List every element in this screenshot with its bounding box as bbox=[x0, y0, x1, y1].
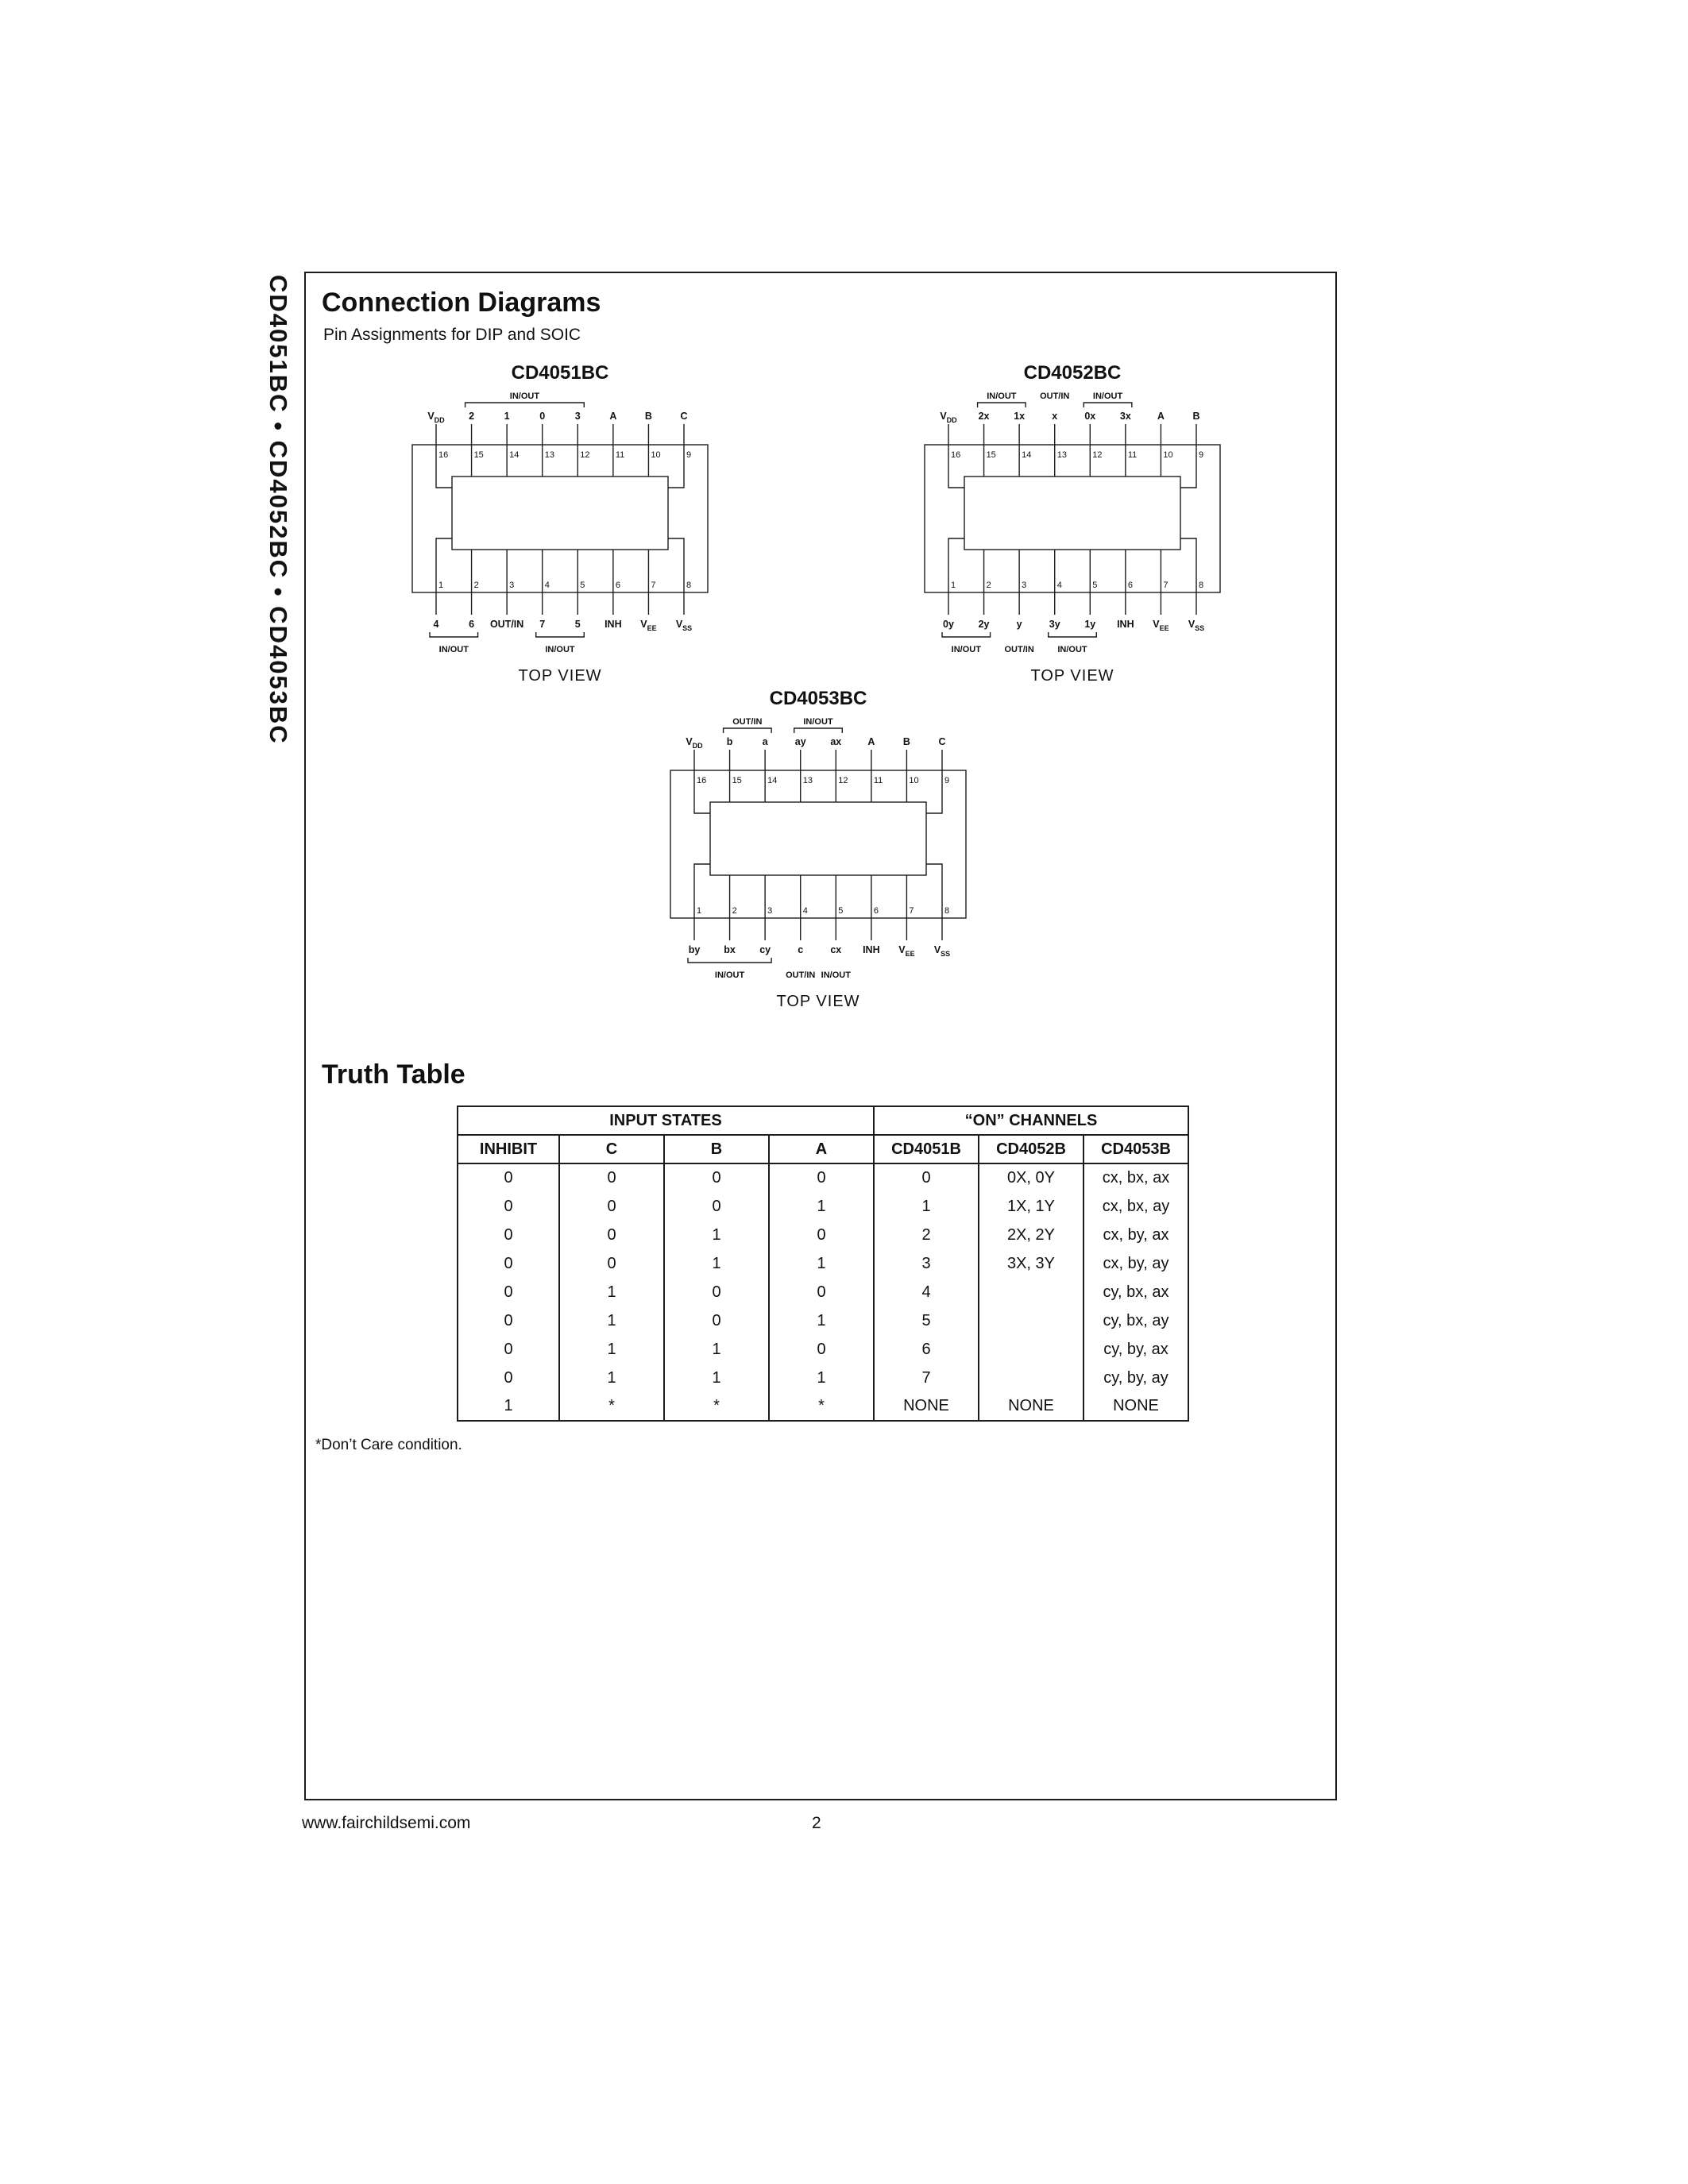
truth-table-cell: 7 bbox=[874, 1364, 979, 1392]
svg-text:8: 8 bbox=[686, 581, 692, 590]
svg-text:ay: ay bbox=[794, 736, 806, 747]
svg-text:0y: 0y bbox=[943, 619, 954, 630]
truth-table-cell: 6 bbox=[874, 1335, 979, 1364]
svg-text:5: 5 bbox=[574, 619, 581, 630]
truth-table-cell: 3 bbox=[874, 1249, 979, 1278]
svg-text:2: 2 bbox=[473, 581, 479, 590]
truth-table-row bbox=[458, 1163, 1188, 1192]
truth-table-cell: 1 bbox=[664, 1364, 769, 1392]
truth-table-cell: 0 bbox=[458, 1335, 559, 1364]
svg-text:OUT/IN: OUT/IN bbox=[489, 619, 524, 630]
svg-text:VEE: $V_{EE}$ bbox=[640, 619, 657, 632]
svg-text:VSS: $V_{SS}$ bbox=[1188, 619, 1205, 632]
svg-text:bx: bx bbox=[724, 944, 736, 955]
svg-text:IN/OUT: IN/OUT bbox=[987, 392, 1017, 401]
truth-table-cell: 0 bbox=[664, 1192, 769, 1221]
truth-table-cell: 1 bbox=[769, 1249, 874, 1278]
top-view-caption-cd4051bc: TOP VIEW bbox=[518, 667, 602, 685]
connection-diagram-cd4053bc bbox=[659, 688, 977, 1011]
svg-text:A: A bbox=[1157, 411, 1165, 422]
truth-table-cell: 1 bbox=[664, 1221, 769, 1249]
svg-text:5: 5 bbox=[580, 581, 585, 590]
column-header: CD4051B bbox=[874, 1135, 979, 1163]
svg-text:15: 15 bbox=[732, 776, 742, 785]
pinout-drawing-cd4051bc bbox=[401, 389, 719, 662]
truth-table-cell: 3X, 3Y bbox=[979, 1249, 1083, 1278]
column-header: A bbox=[769, 1135, 874, 1163]
truth-table-cell bbox=[979, 1278, 1083, 1306]
truth-table-cell: NONE bbox=[979, 1392, 1083, 1421]
column-header: INHIBIT bbox=[458, 1135, 559, 1163]
svg-text:10: 10 bbox=[651, 450, 661, 460]
svg-text:VDD: $V_{DD}$ bbox=[686, 736, 703, 750]
svg-text:VDD: $V_{DD}$ bbox=[427, 411, 445, 424]
svg-text:16: 16 bbox=[697, 776, 707, 785]
svg-text:C: C bbox=[938, 736, 946, 747]
truth-table-head bbox=[458, 1106, 1188, 1163]
svg-text:12: 12 bbox=[1092, 450, 1103, 460]
svg-text:13: 13 bbox=[802, 776, 813, 785]
section-title-truth-table: Truth Table bbox=[322, 1059, 465, 1090]
truth-table-cell: 1 bbox=[559, 1278, 664, 1306]
svg-text:IN/OUT: IN/OUT bbox=[714, 970, 745, 980]
svg-text:IN/OUT: IN/OUT bbox=[821, 970, 851, 980]
truth-table-cell bbox=[979, 1364, 1083, 1392]
section-title-connection-diagrams: Connection Diagrams bbox=[322, 287, 601, 318]
svg-text:15: 15 bbox=[473, 450, 484, 460]
svg-text:13: 13 bbox=[1056, 450, 1067, 460]
svg-text:IN/OUT: IN/OUT bbox=[803, 717, 833, 727]
truth-table-cell: cy, by, ay bbox=[1083, 1364, 1188, 1392]
truth-table-cell: 1X, 1Y bbox=[979, 1192, 1083, 1221]
truth-table-cell: 0 bbox=[769, 1221, 874, 1249]
pin-assignments-subtitle: Pin Assignments for DIP and SOIC bbox=[323, 326, 581, 344]
pinout-drawing-cd4053bc bbox=[659, 715, 977, 988]
truth-table-cell: 0 bbox=[458, 1364, 559, 1392]
truth-table-cell: 1 bbox=[664, 1249, 769, 1278]
truth-table-cell: 0 bbox=[559, 1221, 664, 1249]
truth-table-cell: 5 bbox=[874, 1306, 979, 1335]
truth-table-cell: 1 bbox=[458, 1392, 559, 1421]
svg-text:10: 10 bbox=[1163, 450, 1173, 460]
svg-text:7: 7 bbox=[651, 581, 656, 590]
diagram-title-cd4052bc: CD4052BC bbox=[1023, 362, 1122, 384]
svg-text:x: x bbox=[1052, 411, 1058, 422]
svg-text:VEE: $V_{EE}$ bbox=[898, 944, 915, 958]
svg-text:3x: 3x bbox=[1119, 411, 1131, 422]
truth-table-cell: 0 bbox=[458, 1163, 559, 1192]
truth-table-cell: 1 bbox=[559, 1335, 664, 1364]
truth-table-cell: cx, bx, ay bbox=[1083, 1192, 1188, 1221]
truth-table-cell: 0 bbox=[769, 1278, 874, 1306]
truth-table-cell: cy, by, ax bbox=[1083, 1335, 1188, 1364]
diagram-title-cd4053bc: CD4053BC bbox=[769, 688, 867, 709]
truth-table-cell: 0 bbox=[458, 1192, 559, 1221]
truth-table-cell: 1 bbox=[559, 1306, 664, 1335]
svg-text:6: 6 bbox=[1127, 581, 1133, 590]
svg-text:IN/OUT: IN/OUT bbox=[951, 645, 981, 654]
svg-text:2: 2 bbox=[986, 581, 991, 590]
footer-page-number: 2 bbox=[812, 1814, 821, 1832]
svg-text:3y: 3y bbox=[1049, 619, 1060, 630]
svg-text:VDD: $V_{DD}$ bbox=[940, 411, 957, 424]
svg-text:ax: ax bbox=[830, 736, 842, 747]
svg-text:B: B bbox=[1192, 411, 1200, 422]
truth-table-cell: cy, bx, ay bbox=[1083, 1306, 1188, 1335]
svg-text:IN/OUT: IN/OUT bbox=[438, 645, 469, 654]
svg-text:A: A bbox=[867, 736, 875, 747]
truth-table-cell: 0 bbox=[458, 1249, 559, 1278]
dont-care-footnote: *Don’t Care condition. bbox=[315, 1437, 462, 1453]
svg-text:0: 0 bbox=[539, 411, 546, 422]
svg-text:1: 1 bbox=[438, 581, 444, 590]
svg-text:cx: cx bbox=[830, 944, 842, 955]
svg-text:2y: 2y bbox=[978, 619, 990, 630]
truth-table-cell: 0 bbox=[559, 1249, 664, 1278]
svg-text:1: 1 bbox=[504, 411, 510, 422]
column-header: B bbox=[664, 1135, 769, 1163]
svg-text:OUT/IN: OUT/IN bbox=[732, 717, 763, 727]
connection-diagram-cd4052bc bbox=[914, 362, 1231, 685]
svg-text:A: A bbox=[609, 411, 617, 422]
svg-text:VSS: $V_{SS}$ bbox=[933, 944, 951, 958]
svg-text:INH: INH bbox=[863, 944, 880, 955]
truth-table-cell: 0 bbox=[458, 1221, 559, 1249]
truth-table-row bbox=[458, 1249, 1188, 1278]
svg-text:5: 5 bbox=[838, 906, 844, 916]
svg-text:B: B bbox=[644, 411, 652, 422]
svg-text:OUT/IN: OUT/IN bbox=[1004, 645, 1034, 654]
svg-text:14: 14 bbox=[1022, 450, 1032, 460]
footer-url: www.fairchildsemi.com bbox=[302, 1814, 471, 1832]
column-group-header: INPUT STATES bbox=[458, 1106, 874, 1135]
truth-table-cell: 2X, 2Y bbox=[979, 1221, 1083, 1249]
svg-text:2x: 2x bbox=[978, 411, 990, 422]
svg-text:IN/OUT: IN/OUT bbox=[1092, 392, 1123, 401]
truth-table bbox=[457, 1106, 1189, 1422]
column-header: C bbox=[559, 1135, 664, 1163]
truth-table-body bbox=[458, 1163, 1188, 1421]
truth-table-row bbox=[458, 1364, 1188, 1392]
svg-text:VSS: $V_{SS}$ bbox=[675, 619, 693, 632]
svg-text:2: 2 bbox=[469, 411, 475, 422]
truth-table-cell: 2 bbox=[874, 1221, 979, 1249]
svg-text:6: 6 bbox=[615, 581, 620, 590]
svg-text:c: c bbox=[798, 944, 804, 955]
truth-table-cell: cx, by, ay bbox=[1083, 1249, 1188, 1278]
svg-text:14: 14 bbox=[767, 776, 778, 785]
svg-text:1x: 1x bbox=[1014, 411, 1026, 422]
column-group-header: “ON” CHANNELS bbox=[874, 1106, 1188, 1135]
top-view-caption-cd4053bc: TOP VIEW bbox=[776, 993, 860, 1010]
svg-text:16: 16 bbox=[951, 450, 961, 460]
svg-text:1: 1 bbox=[951, 581, 956, 590]
svg-text:IN/OUT: IN/OUT bbox=[545, 645, 575, 654]
svg-text:0x: 0x bbox=[1084, 411, 1096, 422]
truth-table-cell: 0 bbox=[664, 1306, 769, 1335]
truth-table-cell: 1 bbox=[769, 1192, 874, 1221]
pinout-drawing-cd4052bc bbox=[914, 389, 1231, 662]
truth-table-cell: NONE bbox=[874, 1392, 979, 1421]
svg-text:cy: cy bbox=[759, 944, 771, 955]
svg-text:4: 4 bbox=[1056, 581, 1062, 590]
svg-text:9: 9 bbox=[1199, 450, 1204, 460]
svg-text:C: C bbox=[680, 411, 688, 422]
svg-text:4: 4 bbox=[433, 619, 439, 630]
truth-table-cell: cx, bx, ax bbox=[1083, 1163, 1188, 1192]
truth-table-cell: 1 bbox=[559, 1364, 664, 1392]
truth-table-row bbox=[458, 1392, 1188, 1421]
side-part-numbers: CD4051BC • CD4052BC • CD4053BC bbox=[265, 275, 292, 745]
truth-table-cell: cy, bx, ax bbox=[1083, 1278, 1188, 1306]
svg-text:4: 4 bbox=[802, 906, 808, 916]
svg-text:y: y bbox=[1016, 619, 1022, 630]
svg-text:15: 15 bbox=[986, 450, 996, 460]
svg-text:10: 10 bbox=[909, 776, 919, 785]
truth-table-cell: 0 bbox=[664, 1278, 769, 1306]
truth-table-cell bbox=[979, 1335, 1083, 1364]
svg-text:3: 3 bbox=[767, 906, 773, 916]
truth-table-cell: 0 bbox=[874, 1163, 979, 1192]
svg-text:7: 7 bbox=[539, 619, 546, 630]
truth-table-cell: 1 bbox=[874, 1192, 979, 1221]
truth-table-cell: 0 bbox=[769, 1163, 874, 1192]
top-view-caption-cd4052bc: TOP VIEW bbox=[1030, 667, 1114, 685]
truth-table-cell: 0 bbox=[769, 1335, 874, 1364]
svg-text:1y: 1y bbox=[1084, 619, 1096, 630]
truth-table-cell: * bbox=[559, 1392, 664, 1421]
svg-text:4: 4 bbox=[544, 581, 550, 590]
column-header: CD4052B bbox=[979, 1135, 1083, 1163]
svg-text:16: 16 bbox=[438, 450, 449, 460]
svg-text:3: 3 bbox=[1022, 581, 1027, 590]
truth-table-cell: * bbox=[769, 1392, 874, 1421]
truth-table-cell: 4 bbox=[874, 1278, 979, 1306]
truth-table-cell: 1 bbox=[769, 1306, 874, 1335]
truth-table-row bbox=[458, 1335, 1188, 1364]
svg-text:3: 3 bbox=[509, 581, 515, 590]
svg-text:5: 5 bbox=[1092, 581, 1098, 590]
svg-text:8: 8 bbox=[1199, 581, 1204, 590]
svg-text:OUT/IN: OUT/IN bbox=[786, 970, 816, 980]
truth-table-cell: 0 bbox=[664, 1163, 769, 1192]
truth-table-row bbox=[458, 1306, 1188, 1335]
truth-table-cell: NONE bbox=[1083, 1392, 1188, 1421]
svg-text:7: 7 bbox=[1163, 581, 1168, 590]
svg-text:11: 11 bbox=[1127, 450, 1138, 460]
svg-text:a: a bbox=[762, 736, 768, 747]
truth-table-cell: 0 bbox=[458, 1278, 559, 1306]
svg-text:14: 14 bbox=[509, 450, 520, 460]
svg-text:VEE: $V_{EE}$ bbox=[1153, 619, 1169, 632]
truth-table-cell: 0 bbox=[458, 1306, 559, 1335]
svg-text:11: 11 bbox=[615, 450, 625, 460]
truth-table-row bbox=[458, 1221, 1188, 1249]
svg-text:INH: INH bbox=[605, 619, 622, 630]
svg-text:IN/OUT: IN/OUT bbox=[1057, 645, 1087, 654]
svg-text:3: 3 bbox=[574, 411, 581, 422]
truth-table-cell: 1 bbox=[769, 1364, 874, 1392]
svg-text:b: b bbox=[726, 736, 733, 747]
svg-text:IN/OUT: IN/OUT bbox=[509, 392, 540, 401]
truth-table-cell: cx, by, ax bbox=[1083, 1221, 1188, 1249]
truth-table-cell: 1 bbox=[664, 1335, 769, 1364]
svg-text:2: 2 bbox=[732, 906, 737, 916]
svg-text:9: 9 bbox=[686, 450, 692, 460]
truth-table-cell: * bbox=[664, 1392, 769, 1421]
svg-text:by: by bbox=[688, 944, 701, 955]
svg-text:1: 1 bbox=[697, 906, 702, 916]
svg-text:9: 9 bbox=[944, 776, 950, 785]
svg-text:B: B bbox=[902, 736, 910, 747]
svg-text:11: 11 bbox=[873, 776, 883, 785]
svg-text:7: 7 bbox=[909, 906, 914, 916]
truth-table-cell: 0 bbox=[559, 1163, 664, 1192]
svg-text:OUT/IN: OUT/IN bbox=[1040, 392, 1070, 401]
diagram-title-cd4051bc: CD4051BC bbox=[511, 362, 609, 384]
svg-text:13: 13 bbox=[544, 450, 554, 460]
svg-text:INH: INH bbox=[1117, 619, 1134, 630]
svg-text:8: 8 bbox=[944, 906, 950, 916]
content-frame bbox=[304, 272, 1337, 1800]
truth-table-cell bbox=[979, 1306, 1083, 1335]
svg-text:12: 12 bbox=[580, 450, 590, 460]
truth-table-cell: 0X, 0Y bbox=[979, 1163, 1083, 1192]
svg-text:6: 6 bbox=[469, 619, 475, 630]
truth-table-row bbox=[458, 1278, 1188, 1306]
connection-diagram-cd4051bc bbox=[401, 362, 719, 685]
truth-table-cell: 0 bbox=[559, 1192, 664, 1221]
column-header: CD4053B bbox=[1083, 1135, 1188, 1163]
svg-text:12: 12 bbox=[838, 776, 848, 785]
svg-text:6: 6 bbox=[873, 906, 879, 916]
truth-table-row bbox=[458, 1192, 1188, 1221]
